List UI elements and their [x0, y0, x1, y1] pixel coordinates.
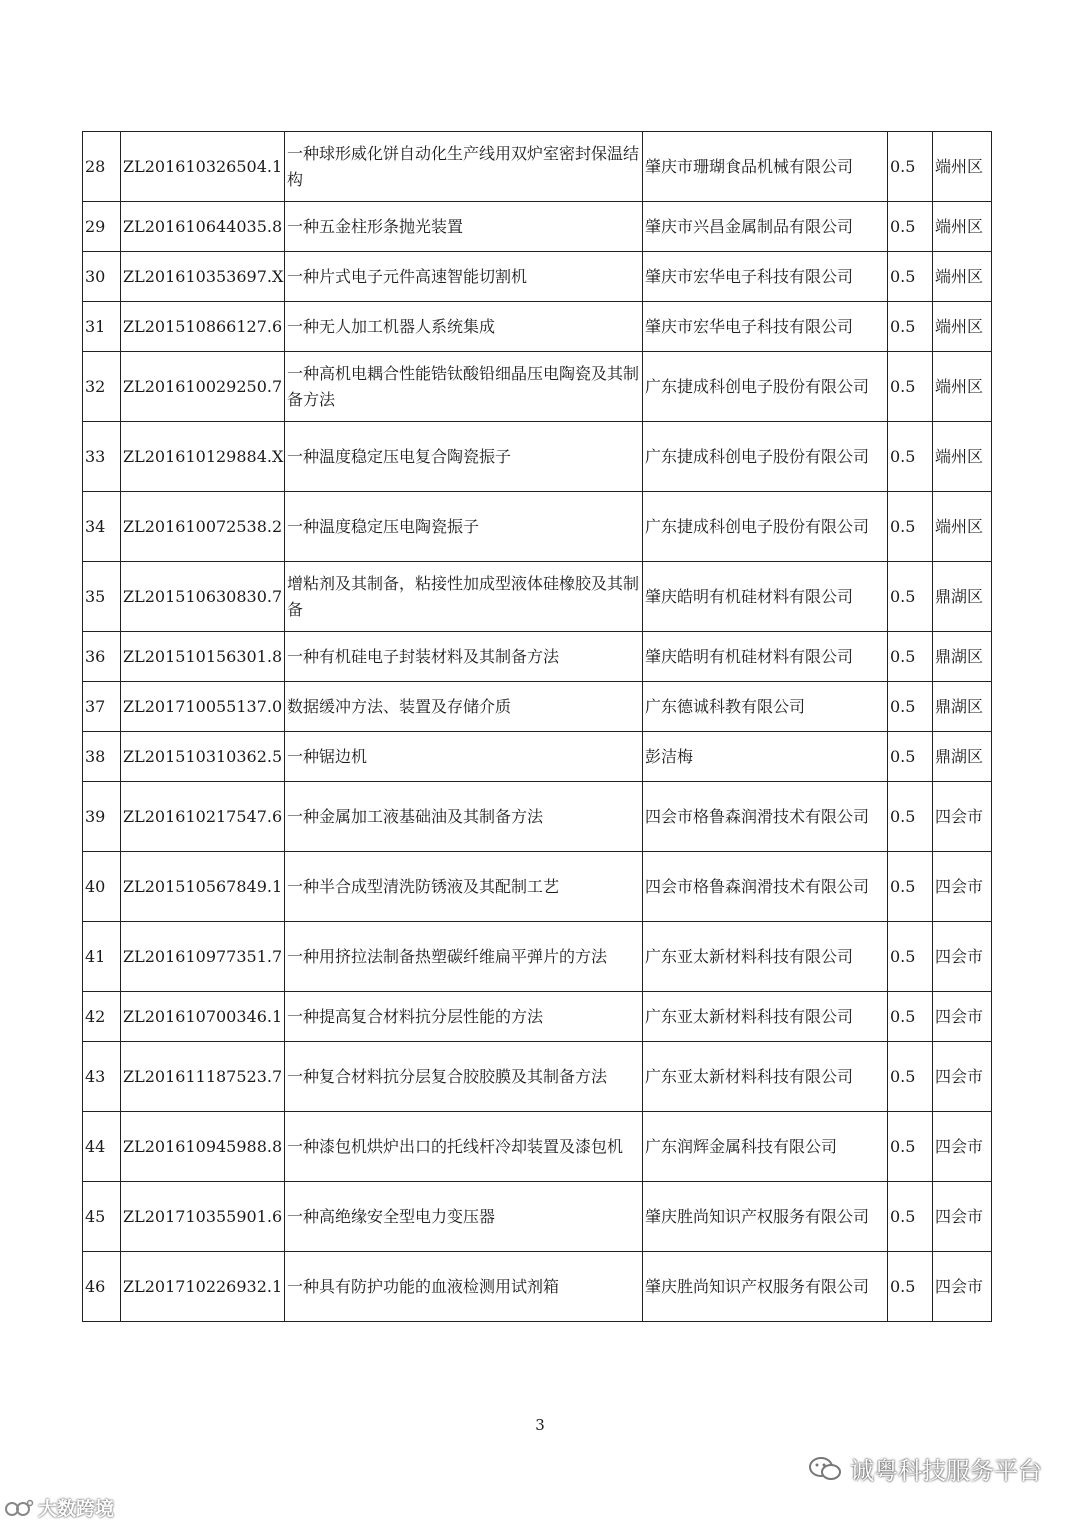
patent-number: ZL201510866127.6 — [121, 302, 285, 352]
patent-number: ZL201611187523.7 — [121, 1042, 285, 1112]
patent-number: ZL201710226932.1 — [121, 1252, 285, 1322]
district-name: 端州区 — [933, 492, 992, 562]
district-name: 端州区 — [933, 352, 992, 422]
company-name: 肇庆皓明有机硅材料有限公司 — [643, 562, 888, 632]
row-index: 41 — [83, 922, 121, 992]
watermark-left — [4, 1494, 114, 1521]
score-value: 0.5 — [888, 302, 933, 352]
watermark-left-text: 大数跨境 — [38, 1498, 115, 1520]
patent-number: ZL201610072538.2 — [121, 492, 285, 562]
weibo-logo-icon — [4, 1498, 34, 1518]
company-name: 肇庆胜尚知识产权服务有限公司 — [643, 1182, 888, 1252]
table-row — [83, 202, 992, 252]
patent-title: 一种具有防护功能的血液检测用试剂箱 — [285, 1252, 643, 1322]
row-index: 39 — [83, 782, 121, 852]
patent-number: ZL201610129884.X — [121, 422, 285, 492]
table-row — [83, 852, 992, 922]
company-name: 广东捷成科创电子股份有限公司 — [643, 352, 888, 422]
score-value: 0.5 — [888, 922, 933, 992]
district-name: 端州区 — [933, 422, 992, 492]
row-index: 30 — [83, 252, 121, 302]
company-name: 肇庆市宏华电子科技有限公司 — [643, 302, 888, 352]
row-index: 43 — [83, 1042, 121, 1112]
patent-number: ZL201610029250.7 — [121, 352, 285, 422]
district-name: 四会市 — [933, 852, 992, 922]
score-value: 0.5 — [888, 492, 933, 562]
company-name: 肇庆市珊瑚食品机械有限公司 — [643, 132, 888, 202]
patent-number: ZL201710055137.0 — [121, 682, 285, 732]
patent-title: 一种用挤拉法制备热塑碳纤维扁平弹片的方法 — [285, 922, 643, 992]
row-index: 40 — [83, 852, 121, 922]
score-value: 0.5 — [888, 1042, 933, 1112]
district-name: 四会市 — [933, 1112, 992, 1182]
company-name: 肇庆市兴昌金属制品有限公司 — [643, 202, 888, 252]
table-row — [83, 992, 992, 1042]
patent-title: 增粘剂及其制备，粘接性加成型液体硅橡胶及其制备 — [285, 562, 643, 632]
table-row — [83, 302, 992, 352]
company-name: 广东捷成科创电子股份有限公司 — [643, 492, 888, 562]
score-value: 0.5 — [888, 1112, 933, 1182]
district-name: 四会市 — [933, 1252, 992, 1322]
row-index: 42 — [83, 992, 121, 1042]
company-name: 广东亚太新材料科技有限公司 — [643, 992, 888, 1042]
district-name: 鼎湖区 — [933, 682, 992, 732]
row-index: 29 — [83, 202, 121, 252]
company-name: 四会市格鲁森润滑技术有限公司 — [643, 852, 888, 922]
company-name: 四会市格鲁森润滑技术有限公司 — [643, 782, 888, 852]
district-name: 四会市 — [933, 922, 992, 992]
company-name: 彭洁梅 — [643, 732, 888, 782]
company-name: 肇庆皓明有机硅材料有限公司 — [643, 632, 888, 682]
row-index: 33 — [83, 422, 121, 492]
company-name: 肇庆市宏华电子科技有限公司 — [643, 252, 888, 302]
district-name: 端州区 — [933, 252, 992, 302]
row-index: 36 — [83, 632, 121, 682]
row-index: 38 — [83, 732, 121, 782]
patent-title: 一种提高复合材料抗分层性能的方法 — [285, 992, 643, 1042]
patent-number: ZL201610217547.6 — [121, 782, 285, 852]
district-name: 四会市 — [933, 1042, 992, 1112]
table-row — [83, 562, 992, 632]
patent-title: 数据缓冲方法、装置及存储介质 — [285, 682, 643, 732]
score-value: 0.5 — [888, 852, 933, 922]
row-index: 31 — [83, 302, 121, 352]
district-name: 端州区 — [933, 202, 992, 252]
row-index: 44 — [83, 1112, 121, 1182]
district-name: 鼎湖区 — [933, 632, 992, 682]
patent-title: 一种漆包机烘炉出口的托线杆冷却装置及漆包机 — [285, 1112, 643, 1182]
patent-title: 一种高绝缘安全型电力变压器 — [285, 1182, 643, 1252]
patent-title: 一种无人加工机器人系统集成 — [285, 302, 643, 352]
company-name: 肇庆胜尚知识产权服务有限公司 — [643, 1252, 888, 1322]
score-value: 0.5 — [888, 632, 933, 682]
row-index: 35 — [83, 562, 121, 632]
patent-number: ZL201510630830.7 — [121, 562, 285, 632]
table-row — [83, 632, 992, 682]
table-row — [83, 682, 992, 732]
table-row — [83, 492, 992, 562]
patent-number: ZL201610326504.1 — [121, 132, 285, 202]
row-index: 28 — [83, 132, 121, 202]
company-name: 广东捷成科创电子股份有限公司 — [643, 422, 888, 492]
patent-number: ZL201510156301.8 — [121, 632, 285, 682]
watermark-right — [808, 1451, 1042, 1486]
row-index: 37 — [83, 682, 121, 732]
patent-number: ZL201610700346.1 — [121, 992, 285, 1042]
score-value: 0.5 — [888, 1182, 933, 1252]
district-name: 四会市 — [933, 782, 992, 852]
patent-number: ZL201510310362.5 — [121, 732, 285, 782]
patent-table — [82, 131, 992, 1322]
patent-number: ZL201610945988.8 — [121, 1112, 285, 1182]
watermark-right-text: 诚粤科技服务平台 — [850, 1457, 1042, 1485]
row-index: 32 — [83, 352, 121, 422]
table-row — [83, 252, 992, 302]
patent-title: 一种复合材料抗分层复合胶胶膜及其制备方法 — [285, 1042, 643, 1112]
score-value: 0.5 — [888, 252, 933, 302]
row-index: 34 — [83, 492, 121, 562]
table-row — [83, 1182, 992, 1252]
district-name: 鼎湖区 — [933, 562, 992, 632]
score-value: 0.5 — [888, 1252, 933, 1322]
score-value: 0.5 — [888, 132, 933, 202]
patent-title: 一种锯边机 — [285, 732, 643, 782]
district-name: 四会市 — [933, 992, 992, 1042]
table-row — [83, 732, 992, 782]
company-name: 广东亚太新材料科技有限公司 — [643, 922, 888, 992]
table-row — [83, 922, 992, 992]
patent-number: ZL201610644035.8 — [121, 202, 285, 252]
company-name: 广东润辉金属科技有限公司 — [643, 1112, 888, 1182]
district-name: 鼎湖区 — [933, 732, 992, 782]
table-row — [83, 782, 992, 852]
table-row — [83, 1252, 992, 1322]
score-value: 0.5 — [888, 682, 933, 732]
company-name: 广东德诚科教有限公司 — [643, 682, 888, 732]
company-name: 广东亚太新材料科技有限公司 — [643, 1042, 888, 1112]
table-row — [83, 422, 992, 492]
score-value: 0.5 — [888, 992, 933, 1042]
patent-title: 一种片式电子元件高速智能切割机 — [285, 252, 643, 302]
wechat-logo-icon — [808, 1455, 842, 1483]
table-row — [83, 1042, 992, 1112]
table-row — [83, 132, 992, 202]
patent-number: ZL201710355901.6 — [121, 1182, 285, 1252]
patent-title: 一种有机硅电子封装材料及其制备方法 — [285, 632, 643, 682]
table-row — [83, 1112, 992, 1182]
patent-title: 一种五金柱形条抛光装置 — [285, 202, 643, 252]
patent-number: ZL201610977351.7 — [121, 922, 285, 992]
patent-number: ZL201610353697.X — [121, 252, 285, 302]
patent-title: 一种高机电耦合性能锆钛酸铅细晶压电陶瓷及其制备方法 — [285, 352, 643, 422]
row-index: 45 — [83, 1182, 121, 1252]
score-value: 0.5 — [888, 202, 933, 252]
page-number: 3 — [535, 1416, 545, 1434]
score-value: 0.5 — [888, 782, 933, 852]
score-value: 0.5 — [888, 352, 933, 422]
table-row — [83, 352, 992, 422]
patent-title: 一种球形威化饼自动化生产线用双炉室密封保温结构 — [285, 132, 643, 202]
score-value: 0.5 — [888, 732, 933, 782]
district-name: 端州区 — [933, 302, 992, 352]
patent-title: 一种金属加工液基础油及其制备方法 — [285, 782, 643, 852]
patent-title: 一种温度稳定压电陶瓷振子 — [285, 492, 643, 562]
patent-table-body — [83, 132, 992, 1322]
district-name: 端州区 — [933, 132, 992, 202]
row-index: 46 — [83, 1252, 121, 1322]
district-name: 四会市 — [933, 1182, 992, 1252]
patent-title: 一种半合成型清洗防锈液及其配制工艺 — [285, 852, 643, 922]
patent-title: 一种温度稳定压电复合陶瓷振子 — [285, 422, 643, 492]
score-value: 0.5 — [888, 562, 933, 632]
score-value: 0.5 — [888, 422, 933, 492]
patent-number: ZL201510567849.1 — [121, 852, 285, 922]
